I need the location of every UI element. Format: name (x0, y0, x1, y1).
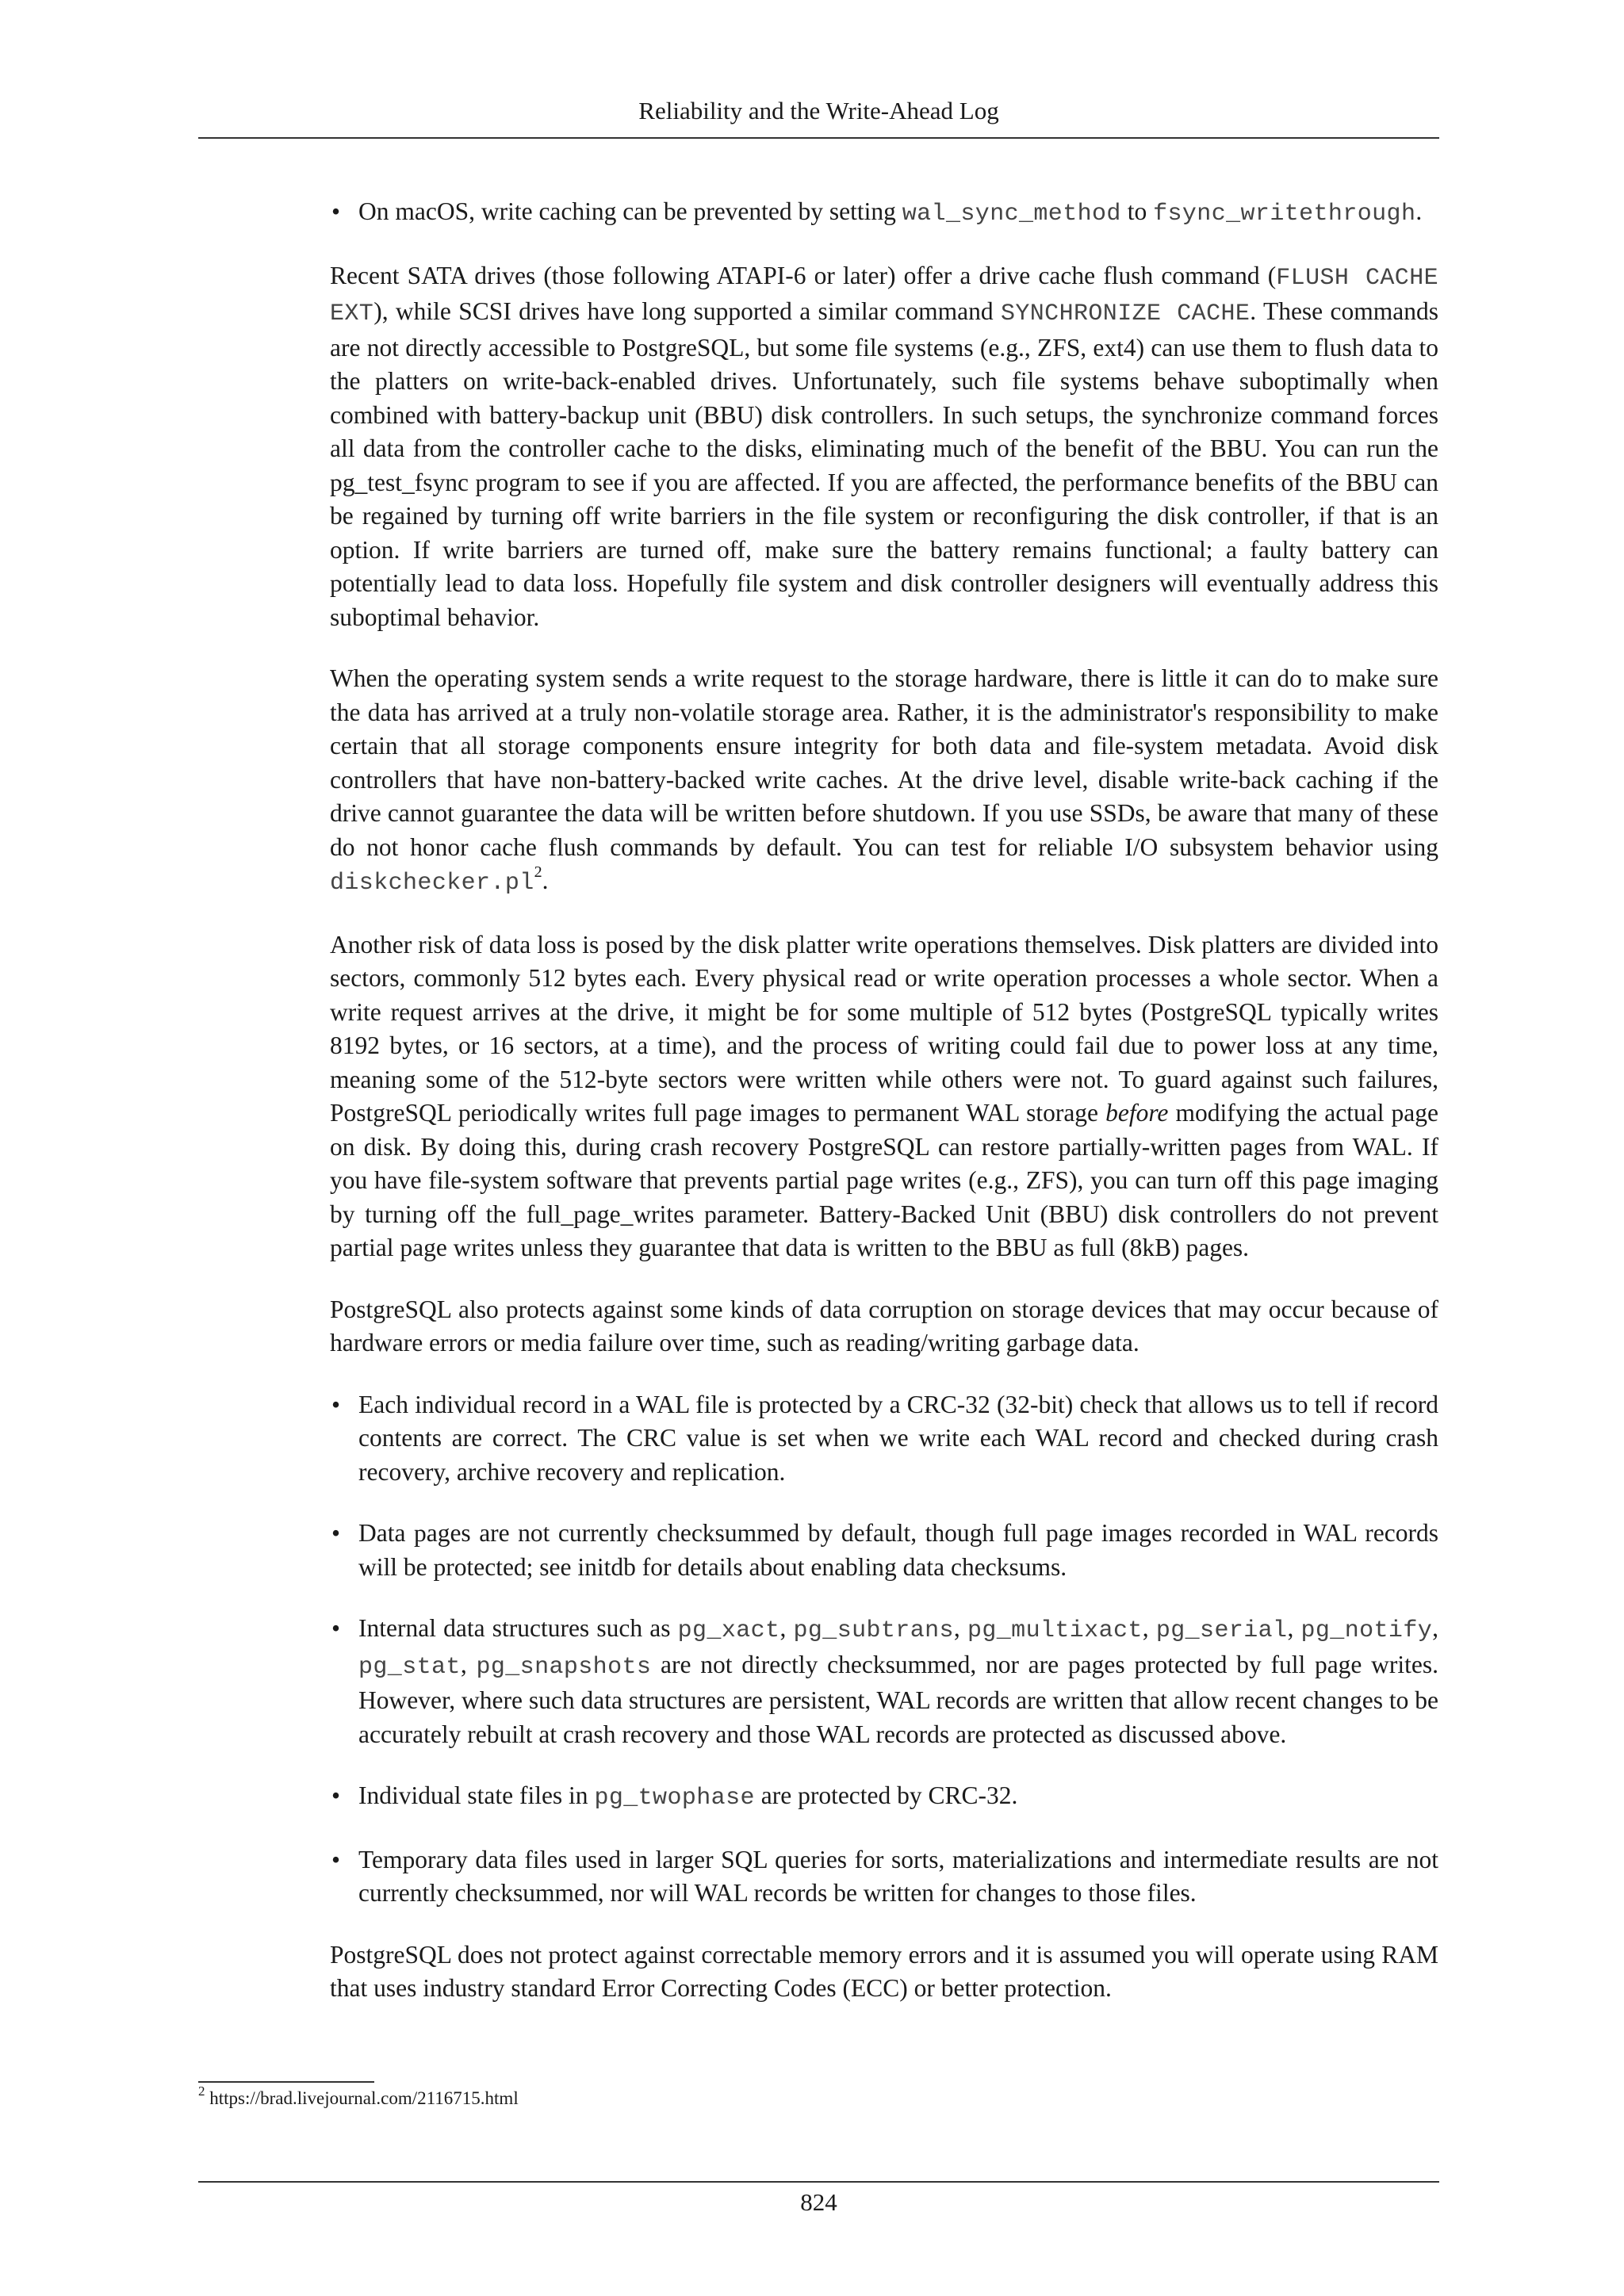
footnote (198, 2084, 519, 2110)
header-rule (198, 137, 1439, 139)
running-header: Reliability and the Write-Ahead Log (638, 97, 999, 124)
footnote-number: 2 (198, 2084, 205, 2099)
bullet-marker: • (331, 197, 341, 225)
footer-rule (198, 2181, 1439, 2183)
page-number: 824 (800, 2188, 837, 2216)
bullet-marker: • (331, 1519, 341, 1547)
bullet-marker: • (331, 1614, 341, 1642)
page-body (330, 195, 1438, 2034)
list-item: • Temporary data files used in larger SQL queries for sorts, materializations and intermediate results are not currently checksummed, nor will WAL records be written for changes to those files. (330, 1843, 1438, 1911)
inline-code: pg_notify (1300, 1617, 1433, 1644)
inline-code: FLUSH CACHE EXT (330, 264, 1438, 327)
footnote-link[interactable]: https://brad.livejournal.com/2116715.html (209, 2088, 519, 2108)
paragraph: Another risk of data loss is posed by the disk platter write operations themselves. Disk platters are divided into sectors, commonly 512 bytes each. Every physical read or write operation processes a whole sector. When a write request arrives at the drive, it might be for some multiple of 512 bytes (PostgreSQL typically writes 8192 bytes, or 16 sectors, at a time), and the process of writing could fail due to power loss at any time, meaning some of the 512-byte sectors were written while others were not. To guard against such failures, PostgreSQL periodically writes full page images to permanent WAL storage before modifying the actual page on disk. By doing this, during crash recovery PostgreSQL can restore partially-written pages from WAL. If you have file-system software that prevents partial page writes (e.g., ZFS), you can turn off this page imaging by turning off the full_page_writes parameter. Battery-Backed Unit (BBU) disk controllers do not prevent partial page writes unless they guarantee that data is written to the BBU as full (8kB) pages. (330, 930, 1438, 1261)
list-item: • Individual state files in pg_twophase are protected by CRC-32. (330, 1779, 1438, 1816)
list-item: • On macOS, write caching can be prevented by setting wal_sync_method to fsync_writethrough. (330, 195, 1438, 232)
inline-code: fsync_writethrough (1153, 201, 1416, 228)
inline-code: wal_sync_method (902, 201, 1121, 228)
paragraph: When the operating system sends a write request to the storage hardware, there is little it can do to make sure the data has arrived at a truly non-volatile storage area. Rather, it is the administrator's responsibility to make certain that all storage components ensure integrity for both data and file-system metadata. Avoid disk controllers that have non-battery-backed write caches. At the drive level, disable write-back caching if the drive cannot guarantee the data will be written before shutdown. If you use SSDs, be aware that many of these do not honor cache flush commands by default. You can test for reliable I/O subsystem behavior using $diskchecker.pl^2$. (330, 664, 1438, 897)
emphasis: before (1105, 1099, 1169, 1127)
footnote-rule (198, 2081, 374, 2083)
inline-code: pg_twophase (594, 1785, 755, 1812)
inline-code: pg_xact (677, 1617, 780, 1644)
inline-code: pg_multixact (967, 1617, 1143, 1644)
inline-code: diskchecker.pl (330, 870, 534, 897)
paragraph: PostgreSQL also protects against some kinds of data corruption on storage devices that may occur because of hardware errors or media failure over time, such as reading/writing garbage data. (330, 1295, 1438, 1357)
paragraph: Recent SATA drives (those following ATAPI-6 or later) offer a drive cache flush command (FLUSH CACHE EXT), while SCSI drives have long supported a similar command SYNCHRONIZE CACHE. These commands are not directly accessible to PostgreSQL, but some file systems (e.g., ZFS, ext4) can use them to flush data to the platters on write-back-enabled drives. Unfortunately, such file systems behave suboptimally when combined with battery-backup unit (BBU) disk controllers. In such setups, the synchronize command forces all data from the controller cache to the disks, eliminating much of the benefit of the BBU. You can run the pg_test_fsync program to see if you are affected. If you are affected, the performance benefits of the BBU can be regained by turning off write barriers in the file system or reconfiguring the disk controller, if that is an option. If write barriers are turned off, make sure the battery remains functional; a faulty battery can potentially lead to data loss. Hopefully file system and disk controller designers will eventually address this suboptimal behavior. (330, 261, 1438, 631)
inline-code: pg_serial (1155, 1617, 1288, 1644)
list-item: • Data pages are not currently checksummed by default, though full page images recorded in WAL records will be protected; see initdb for details about enabling data checksums. (330, 1517, 1438, 1584)
inline-code: pg_stat (358, 1653, 461, 1681)
footnote-ref[interactable]: 2 (534, 863, 542, 881)
inline-code: pg_subtrans (793, 1617, 954, 1644)
paragraph: PostgreSQL does not protect against correctable memory errors and it is assumed you will operate using RAM that uses industry standard Error Correcting Codes (ECC) or better protection. (330, 1940, 1438, 2002)
bullet-marker: • (331, 1781, 341, 1809)
bullet-marker: • (331, 1845, 341, 1873)
inline-code: SYNCHRONIZE CACHE (1000, 300, 1251, 327)
bullet-marker: • (331, 1390, 341, 1418)
inline-code: pg_snapshots (476, 1653, 652, 1681)
list-item: • Each individual record in a WAL file is protected by a CRC-32 (32-bit) check that allows us to tell if record contents are correct. The CRC value is set when we write each WAL record and checked during crash recovery, archive recovery and replication. (330, 1388, 1438, 1490)
list-item: • Internal data structures such as pg_xact, pg_subtrans, pg_multixact, pg_serial, pg_notify, pg_stat, pg_snapshots are not directly checksummed, nor are pages protected by full page writes. However, where such data structures are persistent, WAL records are written that allow recent changes to be accurately rebuilt at crash recovery and those WAL records are protected as discussed above. (330, 1612, 1438, 1751)
